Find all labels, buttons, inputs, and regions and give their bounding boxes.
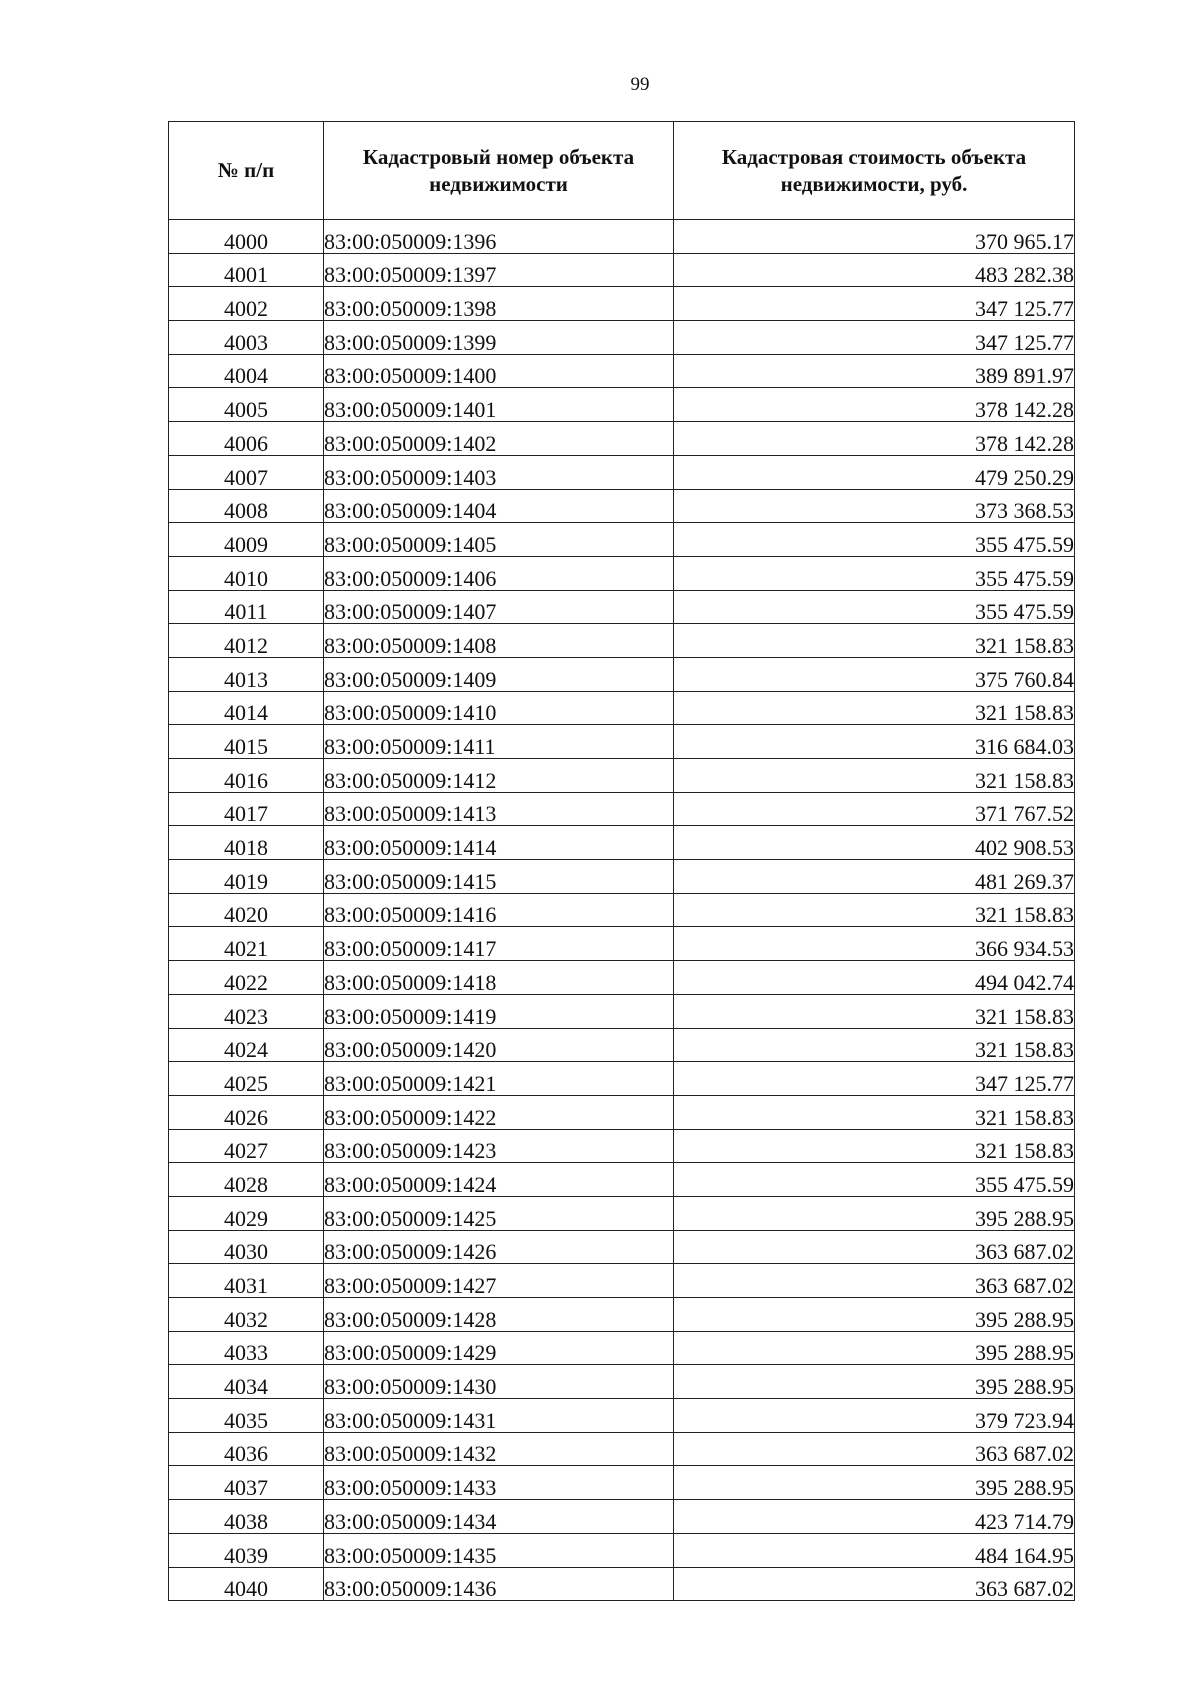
table-row [169,1028,1075,1062]
cadastral-value-cell: 363 687.02 [674,1432,1075,1466]
cadastral-number-cell: 83:00:050009:1399 [324,321,674,355]
row-number-cell: 4032 [169,1298,324,1332]
row-number-cell: 4008 [169,489,324,523]
row-number-cell: 4027 [169,1129,324,1163]
cadastral-number-cell: 83:00:050009:1420 [324,1028,674,1062]
table-row [169,961,1075,995]
table-row [169,321,1075,355]
row-number-cell: 4010 [169,556,324,590]
row-number-cell: 4022 [169,961,324,995]
header-cadastral-number: Кадастровый номер объекта недвижимости [324,122,674,220]
cadastral-number-cell: 83:00:050009:1416 [324,893,674,927]
table-row [169,725,1075,759]
table-row [169,556,1075,590]
page-number: 99 [630,74,650,95]
cadastral-number-cell: 83:00:050009:1415 [324,860,674,894]
cadastral-number-cell: 83:00:050009:1434 [324,1500,674,1534]
cadastral-value-cell: 379 723.94 [674,1399,1075,1433]
cadastral-value-cell: 395 288.95 [674,1331,1075,1365]
cadastral-value-cell: 378 142.28 [674,422,1075,456]
row-number-cell: 4019 [169,860,324,894]
cadastral-value-cell: 423 714.79 [674,1500,1075,1534]
cadastral-number-cell: 83:00:050009:1409 [324,657,674,691]
cadastral-value-cell: 395 288.95 [674,1466,1075,1500]
table-row [169,455,1075,489]
row-number-cell: 4030 [169,1230,324,1264]
cadastral-value-cell: 347 125.77 [674,1062,1075,1096]
cadastral-number-cell: 83:00:050009:1436 [324,1567,674,1601]
row-number-cell: 4021 [169,927,324,961]
row-number-cell: 4029 [169,1196,324,1230]
cadastral-number-cell: 83:00:050009:1421 [324,1062,674,1096]
cadastral-number-cell: 83:00:050009:1408 [324,624,674,658]
cadastral-number-cell: 83:00:050009:1422 [324,1095,674,1129]
table-body [169,220,1075,1601]
row-number-cell: 4025 [169,1062,324,1096]
cadastral-value-cell: 355 475.59 [674,590,1075,624]
table-row [169,1196,1075,1230]
table-row [169,657,1075,691]
cadastral-number-cell: 83:00:050009:1397 [324,253,674,287]
table-row [169,691,1075,725]
row-number-cell: 4009 [169,523,324,557]
cadastral-value-cell: 321 158.83 [674,1028,1075,1062]
row-number-cell: 4002 [169,287,324,321]
table-row [169,759,1075,793]
row-number-cell: 4005 [169,388,324,422]
cadastral-value-cell: 373 368.53 [674,489,1075,523]
row-number-cell: 4028 [169,1163,324,1197]
row-number-cell: 4007 [169,455,324,489]
cadastral-number-cell: 83:00:050009:1404 [324,489,674,523]
table-row [169,1129,1075,1163]
cadastral-number-cell: 83:00:050009:1396 [324,220,674,254]
cadastral-number-cell: 83:00:050009:1411 [324,725,674,759]
table-row [169,994,1075,1028]
row-number-cell: 4015 [169,725,324,759]
table-row [169,354,1075,388]
row-number-cell: 4006 [169,422,324,456]
cadastral-value-cell: 321 158.83 [674,691,1075,725]
table-row [169,1230,1075,1264]
cadastral-number-cell: 83:00:050009:1401 [324,388,674,422]
row-number-cell: 4012 [169,624,324,658]
cadastral-value-cell: 484 164.95 [674,1533,1075,1567]
row-number-cell: 4026 [169,1095,324,1129]
cadastral-number-cell: 83:00:050009:1428 [324,1298,674,1332]
cadastral-number-cell: 83:00:050009:1433 [324,1466,674,1500]
row-number-cell: 4023 [169,994,324,1028]
cadastral-number-cell: 83:00:050009:1414 [324,826,674,860]
cadastral-number-cell: 83:00:050009:1413 [324,792,674,826]
table-row [169,1095,1075,1129]
row-number-cell: 4034 [169,1365,324,1399]
cadastral-value-cell: 479 250.29 [674,455,1075,489]
cadastral-value-cell: 363 687.02 [674,1567,1075,1601]
cadastral-value-cell: 395 288.95 [674,1196,1075,1230]
table-row [169,826,1075,860]
row-number-cell: 4035 [169,1399,324,1433]
row-number-cell: 4038 [169,1500,324,1534]
row-number-cell: 4011 [169,590,324,624]
cadastral-number-cell: 83:00:050009:1418 [324,961,674,995]
cadastral-value-cell: 481 269.37 [674,860,1075,894]
cadastral-value-cell: 321 158.83 [674,893,1075,927]
table-row [169,1500,1075,1534]
table-row [169,489,1075,523]
table-row [169,1298,1075,1332]
cadastral-number-cell: 83:00:050009:1398 [324,287,674,321]
table-row [169,1432,1075,1466]
cadastral-value-cell: 494 042.74 [674,961,1075,995]
cadastral-value-cell: 316 684.03 [674,725,1075,759]
cadastral-value-cell: 366 934.53 [674,927,1075,961]
table-row [169,1399,1075,1433]
cadastral-value-cell: 321 158.83 [674,1129,1075,1163]
row-number-cell: 4040 [169,1567,324,1601]
table-row [169,220,1075,254]
table-row [169,624,1075,658]
table-row [169,1466,1075,1500]
table-row [169,253,1075,287]
cadastral-number-cell: 83:00:050009:1419 [324,994,674,1028]
cadastral-number-cell: 83:00:050009:1430 [324,1365,674,1399]
table-row [169,893,1075,927]
cadastral-number-cell: 83:00:050009:1429 [324,1331,674,1365]
table-row [169,860,1075,894]
cadastral-value-cell: 355 475.59 [674,556,1075,590]
cadastral-number-cell: 83:00:050009:1412 [324,759,674,793]
row-number-cell: 4017 [169,792,324,826]
cadastral-value-cell: 395 288.95 [674,1298,1075,1332]
table-row [169,523,1075,557]
row-number-cell: 4039 [169,1533,324,1567]
table-row [169,422,1075,456]
cadastral-value-cell: 389 891.97 [674,354,1075,388]
cadastral-value-cell: 355 475.59 [674,1163,1075,1197]
cadastral-number-cell: 83:00:050009:1432 [324,1432,674,1466]
cadastral-value-cell: 483 282.38 [674,253,1075,287]
row-number-cell: 4003 [169,321,324,355]
cadastral-number-cell: 83:00:050009:1431 [324,1399,674,1433]
table-row [169,388,1075,422]
cadastral-value-cell: 371 767.52 [674,792,1075,826]
row-number-cell: 4037 [169,1466,324,1500]
table-row [169,1365,1075,1399]
table-header-row [169,122,1075,220]
table-row [169,1163,1075,1197]
row-number-cell: 4014 [169,691,324,725]
cadastral-number-cell: 83:00:050009:1407 [324,590,674,624]
cadastral-value-cell: 321 158.83 [674,1095,1075,1129]
table-row [169,1264,1075,1298]
header-cadastral-value: Кадастровая стоимость объекта недвижимости, руб. [674,122,1075,220]
cadastral-number-cell: 83:00:050009:1402 [324,422,674,456]
cadastral-number-cell: 83:00:050009:1406 [324,556,674,590]
cadastral-value-cell: 321 158.83 [674,994,1075,1028]
cadastral-number-cell: 83:00:050009:1425 [324,1196,674,1230]
cadastral-value-cell: 370 965.17 [674,220,1075,254]
table-row [169,590,1075,624]
cadastral-number-cell: 83:00:050009:1403 [324,455,674,489]
cadastral-number-cell: 83:00:050009:1427 [324,1264,674,1298]
row-number-cell: 4031 [169,1264,324,1298]
cadastral-value-cell: 363 687.02 [674,1264,1075,1298]
row-number-cell: 4033 [169,1331,324,1365]
cadastral-number-cell: 83:00:050009:1417 [324,927,674,961]
row-number-cell: 4018 [169,826,324,860]
cadastral-value-cell: 378 142.28 [674,388,1075,422]
cadastral-value-cell: 402 908.53 [674,826,1075,860]
row-number-cell: 4036 [169,1432,324,1466]
row-number-cell: 4024 [169,1028,324,1062]
cadastral-value-cell: 395 288.95 [674,1365,1075,1399]
cadastral-number-cell: 83:00:050009:1423 [324,1129,674,1163]
table-row [169,1331,1075,1365]
cadastral-number-cell: 83:00:050009:1405 [324,523,674,557]
cadastral-value-cell: 375 760.84 [674,657,1075,691]
table-row [169,287,1075,321]
row-number-cell: 4001 [169,253,324,287]
table-row [169,1533,1075,1567]
cadastral-number-cell: 83:00:050009:1400 [324,354,674,388]
cadastral-value-table [168,121,1075,1601]
row-number-cell: 4013 [169,657,324,691]
table-row [169,1567,1075,1601]
cadastral-number-cell: 83:00:050009:1435 [324,1533,674,1567]
row-number-cell: 4000 [169,220,324,254]
cadastral-value-cell: 347 125.77 [674,321,1075,355]
cadastral-value-cell: 321 158.83 [674,759,1075,793]
row-number-cell: 4020 [169,893,324,927]
cadastral-value-cell: 321 158.83 [674,624,1075,658]
row-number-cell: 4016 [169,759,324,793]
table-row [169,1062,1075,1096]
header-row-number: № п/п [169,122,324,220]
cadastral-number-cell: 83:00:050009:1410 [324,691,674,725]
cadastral-number-cell: 83:00:050009:1426 [324,1230,674,1264]
row-number-cell: 4004 [169,354,324,388]
cadastral-number-cell: 83:00:050009:1424 [324,1163,674,1197]
cadastral-value-cell: 355 475.59 [674,523,1075,557]
table-row [169,927,1075,961]
table-row [169,792,1075,826]
cadastral-value-cell: 347 125.77 [674,287,1075,321]
cadastral-value-cell: 363 687.02 [674,1230,1075,1264]
